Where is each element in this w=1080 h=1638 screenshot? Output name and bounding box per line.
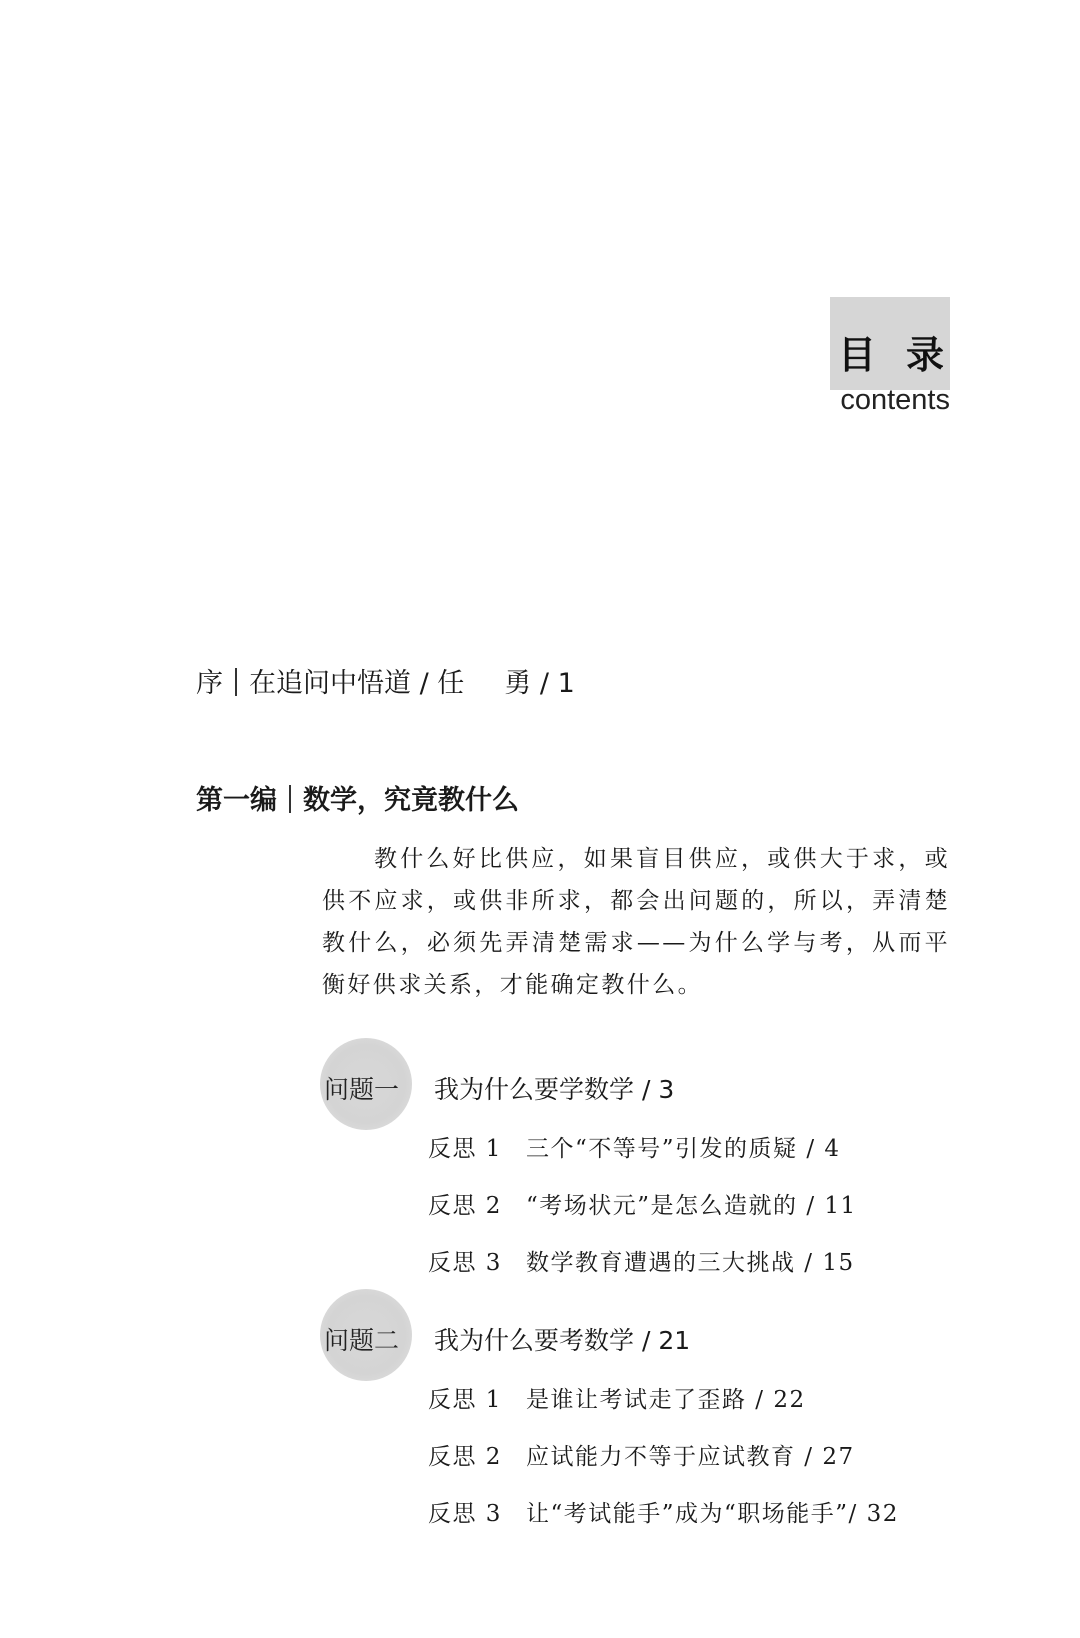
reflection-entry[interactable] — [428, 1130, 841, 1163]
reflection-title: “考场状元”是怎么造就的 / 11 — [526, 1193, 857, 1219]
preface-slash: / — [419, 668, 429, 699]
preface-entry[interactable] — [196, 668, 575, 700]
reflection-number: 反思 1 — [428, 1387, 502, 1413]
question-entry[interactable] — [320, 1307, 1020, 1367]
toc-header — [0, 0, 1080, 450]
preface-label: 序 — [196, 668, 223, 699]
question-label: 问题一 — [324, 1075, 400, 1104]
reflection-title: 数学教育遭遇的三大挑战 / 15 — [526, 1250, 855, 1276]
toc-title: 目录 — [838, 332, 975, 377]
question-title: 我为什么要学数学 / 3 — [434, 1075, 675, 1104]
reflection-number: 反思 3 — [428, 1501, 502, 1527]
reflection-number: 反思 2 — [428, 1193, 502, 1219]
question-title: 我为什么要考数学 / 21 — [434, 1326, 691, 1355]
toc-subtitle: contents — [840, 384, 950, 416]
part-label: 第一编 — [196, 785, 277, 816]
reflection-title: 三个“不等号”引发的质疑 / 4 — [526, 1136, 841, 1162]
reflection-entry[interactable] — [428, 1381, 806, 1414]
preface-author-family: 勇 — [504, 668, 532, 699]
question-label: 问题二 — [324, 1326, 400, 1355]
part-heading[interactable] — [196, 785, 519, 817]
preface-title: 在追问中悟道 — [249, 668, 411, 699]
reflection-number: 反思 1 — [428, 1136, 502, 1162]
reflection-title: 应试能力不等于应试教育 / 27 — [526, 1444, 855, 1470]
separator-bar — [235, 668, 237, 696]
preface-page: / 1 — [539, 668, 575, 699]
part-title: 数学，究竟教什么 — [303, 785, 519, 816]
question-entry[interactable] — [320, 1056, 1020, 1116]
reflection-entry[interactable] — [428, 1244, 855, 1277]
reflection-entry[interactable] — [428, 1438, 855, 1471]
reflection-entry[interactable] — [428, 1187, 857, 1220]
reflection-number: 反思 2 — [428, 1444, 502, 1470]
preface-author-given: 任 — [437, 668, 465, 699]
reflection-title: 是谁让考试走了歪路 / 22 — [526, 1387, 806, 1413]
reflection-number: 反思 3 — [428, 1250, 502, 1276]
reflection-entry[interactable] — [428, 1495, 899, 1528]
part-intro: 教什么好比供应，如果盲目供应，或供大于求，或供不应求，或供非所求，都会出问题的，所以，弄清楚教什么，必须先弄清楚需求——为什么学与考，从而平衡好供求关系，才能确定教什么。 — [322, 846, 950, 998]
separator-bar — [289, 785, 291, 813]
reflection-title: 让“考试能手”成为“职场能手”/ 32 — [526, 1501, 899, 1527]
